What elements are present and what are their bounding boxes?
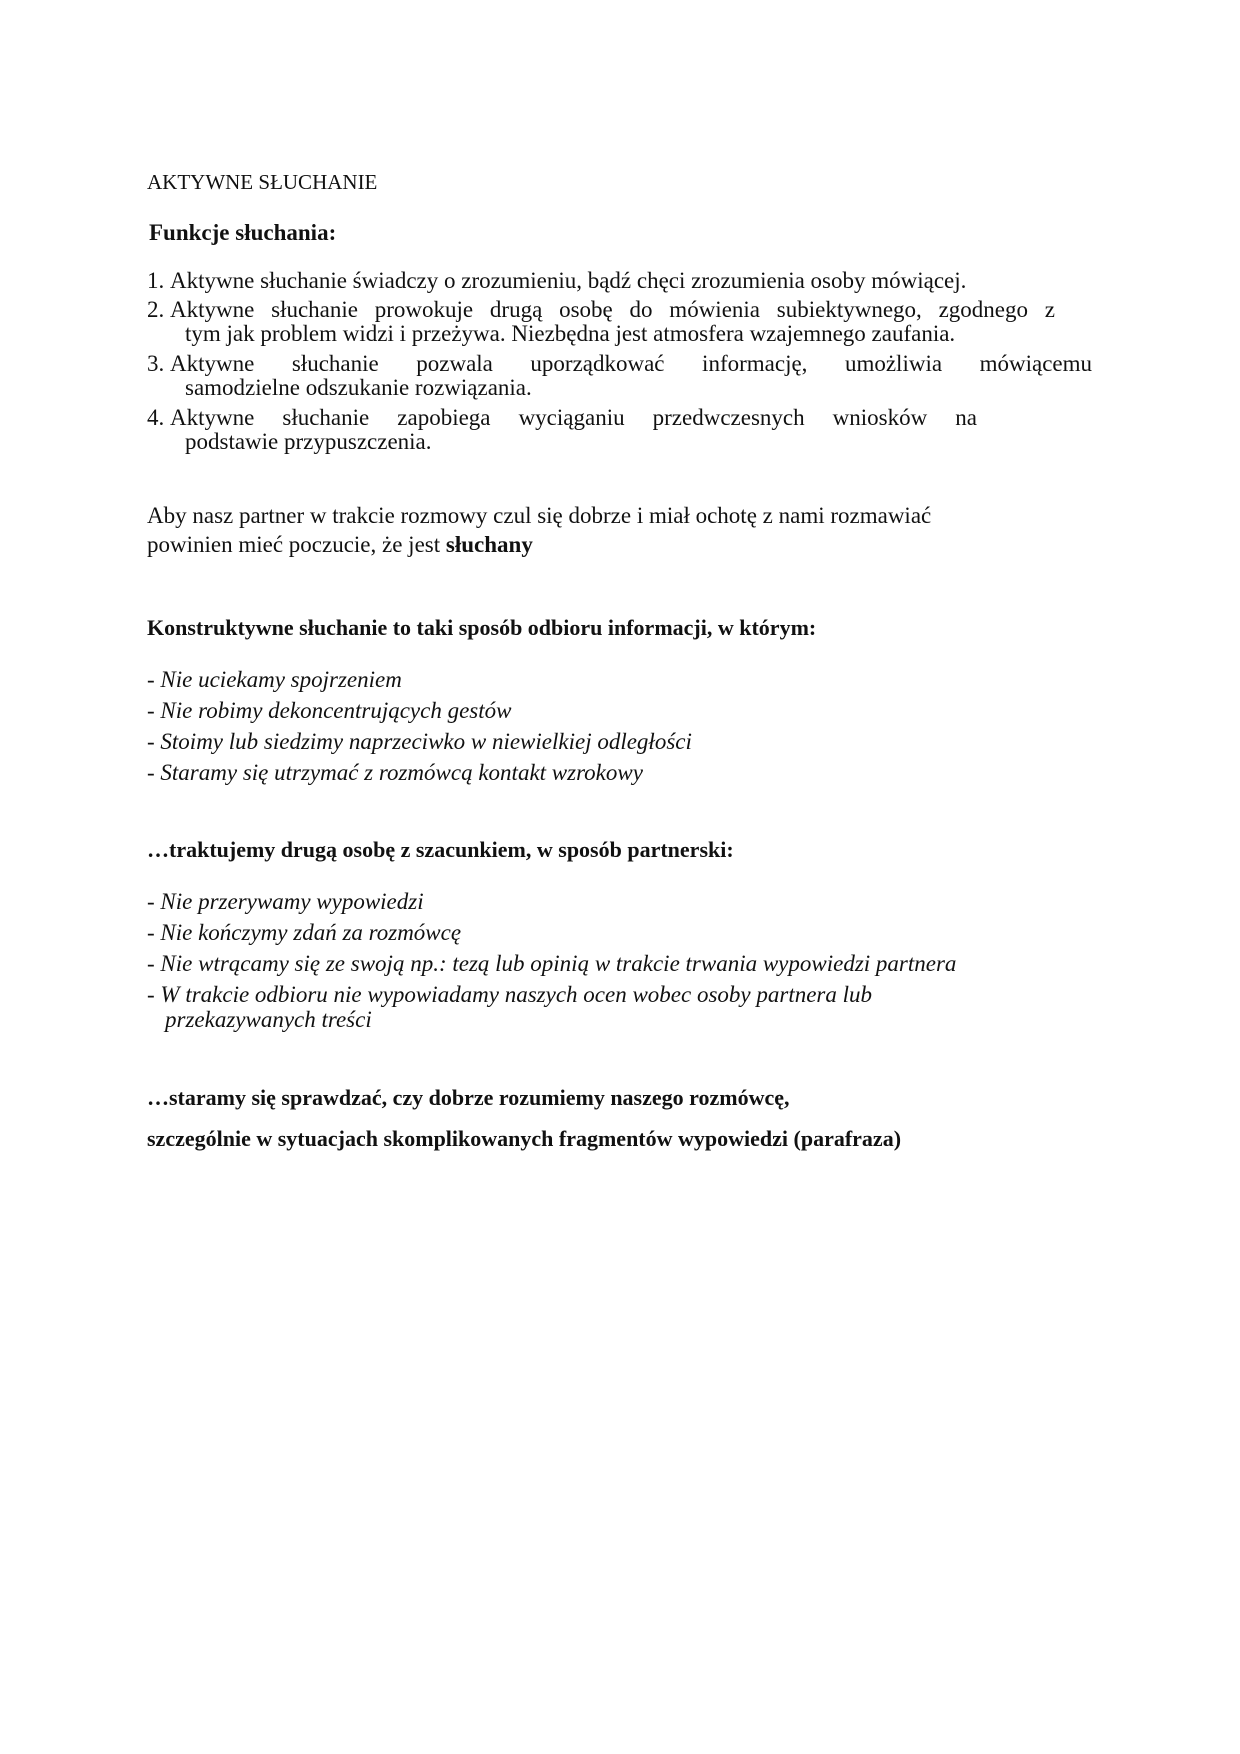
functions-heading: Funkcje słuchania:	[149, 220, 337, 245]
section2-item: - Nie przerywamy wypowiedzi	[147, 889, 424, 914]
section1-item: - Stoimy lub siedzimy naprzeciwko w niewielkiej odległości	[147, 729, 692, 754]
item-number: 4.	[147, 405, 165, 430]
intro-line-2-text: powinien mieć poczucie, że jest	[147, 532, 446, 557]
section2-heading: …traktujemy drugą osobę z szacunkiem, w sposób partnerski:	[147, 837, 734, 862]
document-title: AKTYWNE SŁUCHANIE	[147, 170, 378, 194]
item-number: 1.	[147, 268, 165, 293]
intro-emphasis: słuchany	[445, 532, 533, 557]
item-line-continuation: podstawie przypuszczenia.	[185, 429, 432, 454]
item-line-continuation: tym jak problem widzi i przeżywa. Niezbędna jest atmosfera wzajemnego zaufania.	[185, 321, 956, 346]
section1-heading: Konstruktywne słuchanie to taki sposób odbioru informacji, w którym:	[147, 615, 817, 640]
section3-line-1: …staramy się sprawdzać, czy dobrze rozumiemy naszego rozmówcę,	[147, 1085, 790, 1110]
item-number: 2.	[147, 297, 165, 322]
section2-item: - W trakcie odbioru nie wypowiadamy naszych ocen wobec osoby partnera lub	[147, 982, 873, 1007]
item-line: Aktywne słuchanie pozwala uporządkować informację, umożliwia mówiącemu	[170, 351, 1092, 376]
item-line: Aktywne słuchanie świadczy o zrozumieniu, bądź chęci zrozumienia osoby mówiącej.	[170, 268, 967, 293]
section2-item: - Nie kończymy zdań za rozmówcę	[147, 920, 462, 945]
section1-item: - Staramy się utrzymać z rozmówcą kontakt wzrokowy	[147, 760, 643, 785]
item-line: Aktywne słuchanie zapobiega wyciąganiu przedwczesnych wniosków na	[170, 405, 977, 430]
section1-item: - Nie uciekamy spojrzeniem	[147, 667, 402, 692]
item-number: 3.	[147, 351, 165, 376]
intro-line-1: Aby nasz partner w trakcie rozmowy czul się dobrze i miał ochotę z nami rozmawiać	[147, 503, 932, 528]
intro-line-2	[147, 532, 533, 558]
item-line: Aktywne słuchanie prowokuje drugą osobę do mówienia subiektywnego, zgodnego z	[170, 297, 1055, 322]
section2-item: - Nie wtrącamy się ze swoją np.: tezą lub opinią w trakcie trwania wypowiedzi partnera	[147, 951, 957, 976]
item-line-continuation: samodzielne odszukanie rozwiązania.	[185, 375, 532, 400]
section2-item-continuation: przekazywanych treści	[165, 1007, 372, 1032]
section3-line-2: szczególnie w sytuacjach skomplikowanych fragmentów wypowiedzi (parafraza)	[147, 1126, 902, 1151]
section1-item: - Nie robimy dekoncentrujących gestów	[147, 698, 512, 723]
